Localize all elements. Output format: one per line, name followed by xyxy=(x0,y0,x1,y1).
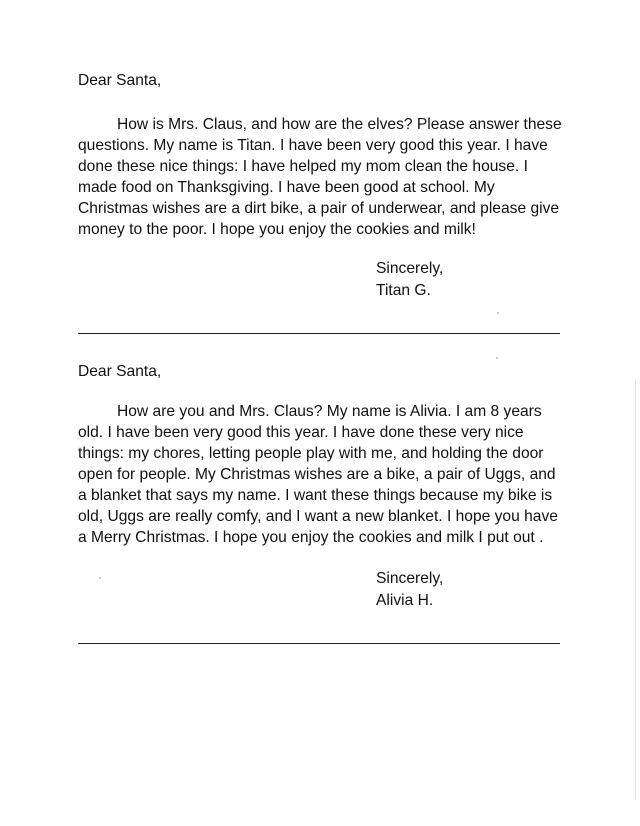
letter-2-body xyxy=(78,401,563,548)
letter-2-body-line: open for people. My Christmas wishes are a bike, a pair of Uggs, and xyxy=(78,466,556,483)
letter-1-body-line: questions. My name is Titan. I have been very good this year. I have xyxy=(78,137,548,154)
letter-1-signature: Titan G. xyxy=(376,282,431,299)
scan-speck xyxy=(99,577,101,579)
letter-1-greeting: Dear Santa, xyxy=(78,72,162,89)
letter-2-body-line: old. I have been very good this year. I have done these very nice xyxy=(78,424,524,441)
letter-2-closing: Sincerely, xyxy=(376,570,444,587)
letter-1-body xyxy=(78,114,563,240)
letter-1-body-line: How is Mrs. Claus, and how are the elves? Please answer these xyxy=(117,116,562,133)
scan-speck xyxy=(496,357,498,359)
letter-2-body-line: old, Uggs are really comfy, and I want a new blanket. I hope you have xyxy=(78,508,558,525)
letter-2-signature: Alivia H. xyxy=(376,592,434,609)
letter-2-body-line: a blanket that says my name. I want these things because my bike is xyxy=(78,487,553,504)
letter-2-greeting: Dear Santa, xyxy=(78,363,162,380)
divider-line xyxy=(78,643,560,644)
letter-2-body-line: things: my chores, letting people play with me, and holding the door xyxy=(78,445,544,462)
letter-1-body-line: done these nice things: I have helped my mom clean the house. I xyxy=(78,158,528,175)
letter-2-body-line: a Merry Christmas. I hope you enjoy the cookies and milk I put out . xyxy=(78,529,544,546)
letter-1-body-line: money to the poor. I hope you enjoy the cookies and milk! xyxy=(78,221,476,238)
letter-1-closing: Sincerely, xyxy=(376,260,444,277)
letter-2-body-line: How are you and Mrs. Claus? My name is Alivia. I am 8 years xyxy=(117,403,542,420)
scan-speck xyxy=(497,312,499,314)
letter-1-body-line: made food on Thanksgiving. I have been good at school. My xyxy=(78,179,495,196)
scan-edge-mark xyxy=(635,380,636,800)
letter-1-body-line: Christmas wishes are a dirt bike, a pair of underwear, and please give xyxy=(78,200,560,217)
divider-line xyxy=(78,333,560,334)
